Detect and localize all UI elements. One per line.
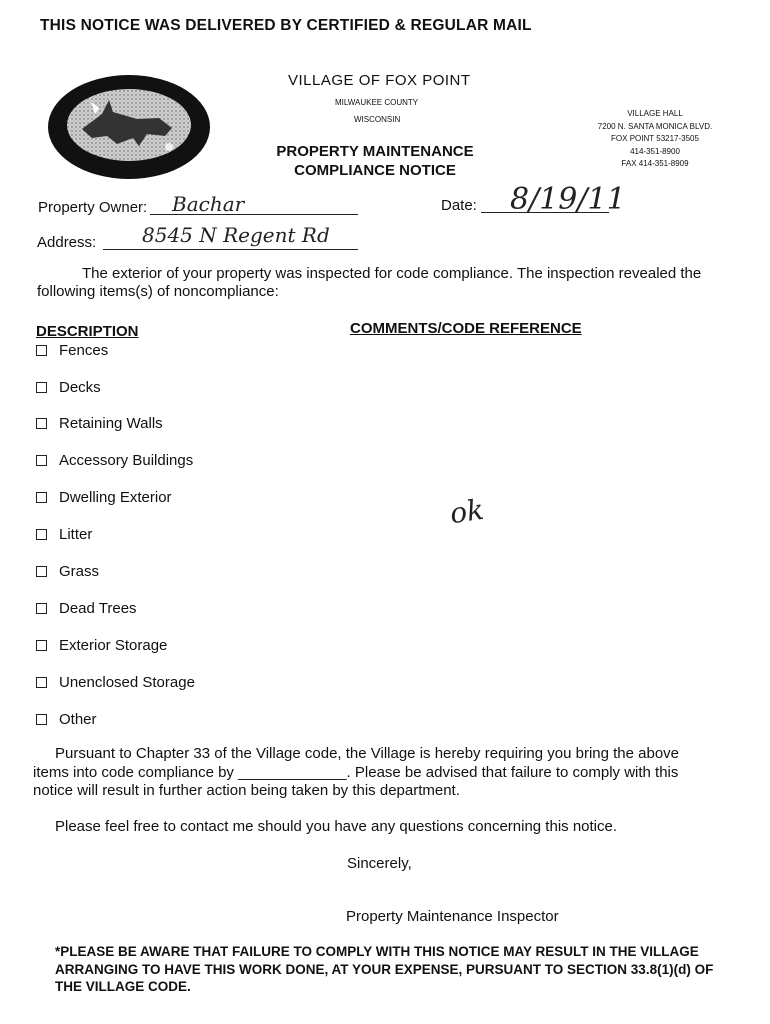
item-label: Exterior Storage (59, 637, 168, 654)
date-handwritten-value: 8/19/11 (510, 182, 626, 217)
intro-paragraph: The exterior of your property was inspected for code compliance. The inspection revealed the following items(s) of noncompliance: (37, 265, 702, 300)
phone-number: 414-351-8900 (630, 146, 680, 156)
item-label: Grass (59, 563, 100, 580)
item-unenclosed-storage (36, 674, 195, 691)
title-line-1: PROPERTY MAINTENANCE (276, 143, 474, 160)
item-decks (36, 379, 101, 396)
item-dead-trees (36, 600, 137, 617)
date-label: Date: (441, 197, 477, 214)
item-label: Dead Trees (59, 600, 137, 617)
item-label: Dwelling Exterior (59, 489, 172, 506)
item-retaining-walls (36, 415, 163, 432)
checkbox[interactable] (36, 566, 47, 577)
street-address: 7200 N. SANTA MONICA BLVD. (597, 121, 713, 131)
checkbox[interactable] (36, 603, 47, 614)
checkbox[interactable] (36, 492, 47, 503)
notice-title (270, 142, 480, 180)
item-fences (36, 342, 108, 359)
item-label: Unenclosed Storage (59, 674, 195, 691)
village-name: VILLAGE OF FOX POINT (288, 72, 471, 89)
item-label: Litter (59, 526, 93, 543)
warning-notice: *PLEASE BE AWARE THAT FAILURE TO COMPLY WITH THIS NOTICE MAY RESULT IN THE VILLAGE ARRANGING TO HAVE THIS WORK DONE, AT YOUR EXPENSE, PURSUANT TO SECTION 33.8(1)(d) OF THE VILLAGE CODE. (55, 944, 714, 994)
item-label: Decks (59, 379, 101, 396)
item-label: Retaining Walls (59, 415, 163, 432)
office-name: VILLAGE HALL (627, 109, 683, 118)
contact-sentence: Please feel free to contact me should you have any questions concerning this notice. (55, 818, 618, 835)
state-name: WISCONSIN (354, 115, 401, 124)
item-grass (36, 563, 99, 580)
item-other (36, 711, 97, 728)
checkbox[interactable] (36, 345, 47, 356)
address-underline (103, 249, 358, 250)
comments-column-header: COMMENTS/CODE REFERENCE (350, 320, 582, 337)
title-line-2: COMPLIANCE NOTICE (294, 162, 456, 179)
checkbox[interactable] (36, 382, 47, 393)
item-label: Other (59, 711, 97, 728)
address-handwritten-value: 8545 N Regent Rd (142, 223, 330, 247)
checkbox[interactable] (36, 418, 47, 429)
checkbox[interactable] (36, 640, 47, 651)
compliance-paragraph (33, 745, 733, 801)
delivery-notice: THIS NOTICE WAS DELIVERED BY CERTIFIED & REGULAR MAIL (40, 17, 532, 34)
checkbox[interactable] (36, 714, 47, 725)
compliance-line-1: Pursuant to Chapter 33 of the Village code, the Village is hereby requiring you bring the above (55, 745, 680, 762)
village-seal-logo (47, 74, 211, 180)
county-name: MILWAUKEE COUNTY (335, 98, 419, 107)
item-exterior-storage (36, 637, 167, 654)
owner-handwritten-value: Bachar (172, 192, 245, 216)
closing-salutation: Sincerely, (347, 855, 412, 872)
fax-number: FAX 414-351-8909 (621, 159, 689, 168)
signer-title: Property Maintenance Inspector (346, 908, 559, 925)
item-label: Fences (59, 342, 109, 359)
village-hall-address (590, 108, 720, 171)
item-accessory-buildings (36, 452, 193, 469)
handwritten-comment: ok (447, 492, 486, 531)
compliance-line-3: notice will result in further action being taken by this department. (33, 782, 460, 799)
checkbox[interactable] (36, 455, 47, 466)
item-dwelling-exterior (36, 489, 172, 506)
city-zip: FOX POINT 53217-3505 (611, 134, 699, 143)
item-label: Accessory Buildings (59, 452, 194, 469)
address-label: Address: (37, 234, 97, 251)
owner-label: Property Owner: (38, 199, 148, 216)
checkbox[interactable] (36, 677, 47, 688)
item-litter (36, 526, 92, 543)
compliance-line-2: items into code compliance by _____________. Please be advised that failure to comply with this (33, 763, 679, 781)
description-column-header: DESCRIPTION (36, 323, 139, 340)
checkbox[interactable] (36, 529, 47, 540)
